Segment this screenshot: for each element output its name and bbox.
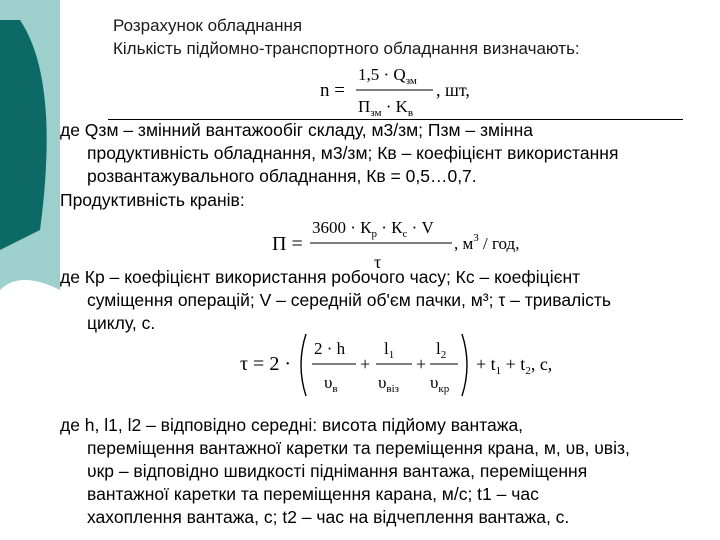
formula-3-f2-den: υ bbox=[378, 373, 387, 392]
formula-equipment-count bbox=[320, 60, 520, 120]
formula-3-f1-den: υ bbox=[324, 373, 333, 392]
paragraph-4 bbox=[60, 414, 715, 529]
formula-2-num-sub2: с bbox=[402, 228, 408, 240]
formula-2-numerator: 3600 · К bbox=[312, 218, 372, 237]
para-4-line-5: хахоплення вантажа, с; t2 – час на відчеплення вантажа, с. bbox=[87, 507, 570, 527]
formula-2-num-sub1: р bbox=[371, 228, 377, 240]
formula-3-f1-den-sub: в bbox=[332, 383, 338, 395]
formula-3-svg bbox=[240, 330, 570, 400]
para-4-line-1: де h, l1, l2 – відповідно середні: висота підйому вантажа, bbox=[60, 415, 524, 435]
formula-1-den-b-sub: в bbox=[407, 107, 414, 119]
formula-3-f2-num-sub: 1 bbox=[388, 349, 395, 361]
formula-3-f3-num: l bbox=[436, 339, 441, 358]
formula-3-lhs: τ = 2 · bbox=[240, 353, 291, 375]
formula-3-tail-end: , с, bbox=[530, 354, 553, 374]
formula-3-tail: + t bbox=[476, 354, 496, 374]
formula-1-den-a-sub: зм bbox=[370, 107, 382, 119]
slide-header bbox=[113, 14, 580, 60]
para-1-line-2: продуктивність обладнання, м3/зм; Кв – коефіцієнт використання bbox=[87, 143, 619, 163]
formula-2-unit: , м bbox=[454, 234, 474, 253]
formula-3-right-paren bbox=[462, 334, 467, 396]
formula-1-numerator-sub: зм bbox=[405, 75, 417, 87]
para-4-line-4: вантажної каретки та переміщення карана, м/с; t1 – час bbox=[87, 484, 539, 504]
decorative-left-shapes bbox=[0, 0, 60, 540]
formula-cycle-time bbox=[240, 330, 570, 400]
formula-3-f2-num: l bbox=[384, 339, 389, 358]
formula-1-den-a: П bbox=[358, 97, 371, 116]
svg-text:υкр bbox=[430, 373, 450, 395]
formula-3-plus-1: + bbox=[360, 354, 371, 374]
para-4-line-2: переміщення вантажної каретки та переміщення крана, м, υв, υвіз, bbox=[87, 438, 630, 458]
svg-text:l2 bbox=[436, 339, 446, 361]
formula-2-denominator: τ bbox=[374, 252, 382, 272]
formula-3-tail-sub2: 2 bbox=[525, 365, 531, 377]
svg-text:υв bbox=[324, 373, 338, 395]
formula-2-lhs: П = bbox=[272, 233, 303, 255]
formula-1-unit: , шт, bbox=[436, 80, 470, 100]
svg-text:Пзм · Kв bbox=[358, 97, 413, 119]
formula-2-svg bbox=[272, 212, 542, 274]
formula-3-f3-den: υ bbox=[430, 373, 439, 392]
formula-3-plus-2: + bbox=[416, 354, 427, 374]
svg-text:+ t1 + t2, с, bbox=[476, 354, 552, 377]
paragraph-2 bbox=[60, 189, 715, 212]
formula-crane-productivity bbox=[272, 212, 542, 274]
formula-2-unit-tail: / год, bbox=[478, 234, 520, 253]
formula-3-f2-den-sub: віз bbox=[386, 383, 400, 395]
para-3-line-3: циклу, с. bbox=[87, 313, 156, 333]
formula-1-den-b: · K bbox=[381, 97, 408, 116]
slide-subtitle: Кількість підйомно-транспортного обладнання визначають: bbox=[113, 39, 580, 58]
formula-1-numerator: 1,5 · Q bbox=[358, 65, 406, 84]
formula-2-unit-sup: 3 bbox=[473, 232, 479, 244]
para-1-line-3: розвантажувального обладнання, Кв = 0,5…0,7. bbox=[87, 166, 477, 186]
para-4-line-3: υкр – відповідно швидкості піднімання вантажа, переміщення bbox=[87, 461, 588, 481]
para-3-line-2: суміщення операцій; V – середній об'єм пачки, м³; τ – тривалість bbox=[87, 290, 612, 310]
paragraph-1 bbox=[60, 119, 715, 188]
svg-text:l1 bbox=[384, 339, 394, 361]
svg-text:3600 · Кр · Кс · V bbox=[312, 218, 435, 240]
svg-text:1,5 · Qзм bbox=[358, 65, 417, 87]
para-1-line-1: де Qзм – змінний вантажообіг складу, м3/зм; Пзм – змінна bbox=[60, 120, 533, 140]
formula-3-f3-den-sub: кр bbox=[438, 383, 450, 395]
svg-text:υвіз bbox=[378, 373, 399, 395]
para-3-line-1: де Кр – коефіцієнт використання робочого часу; Кс – коефіцієнт bbox=[60, 267, 581, 287]
formula-3-f1-num: 2 · h bbox=[314, 339, 346, 358]
formula-3-left-paren bbox=[301, 334, 306, 396]
formula-3-tail-sub1: 1 bbox=[495, 365, 502, 377]
paragraph-3 bbox=[60, 266, 715, 335]
formula-3-f3-num-sub: 2 bbox=[440, 349, 447, 361]
formula-1-lhs: n = bbox=[320, 80, 345, 101]
para-2-line-1: Продуктивність кранів: bbox=[60, 190, 245, 210]
formula-3-tail-mid: + t bbox=[501, 354, 526, 374]
slide-title: Розрахунок обладнання bbox=[113, 16, 303, 35]
formula-2-numerator-c: · V bbox=[407, 218, 434, 237]
svg-text:, м3 / год, bbox=[454, 232, 519, 253]
formula-1-svg bbox=[320, 60, 520, 120]
formula-2-numerator-b: · К bbox=[377, 218, 403, 237]
